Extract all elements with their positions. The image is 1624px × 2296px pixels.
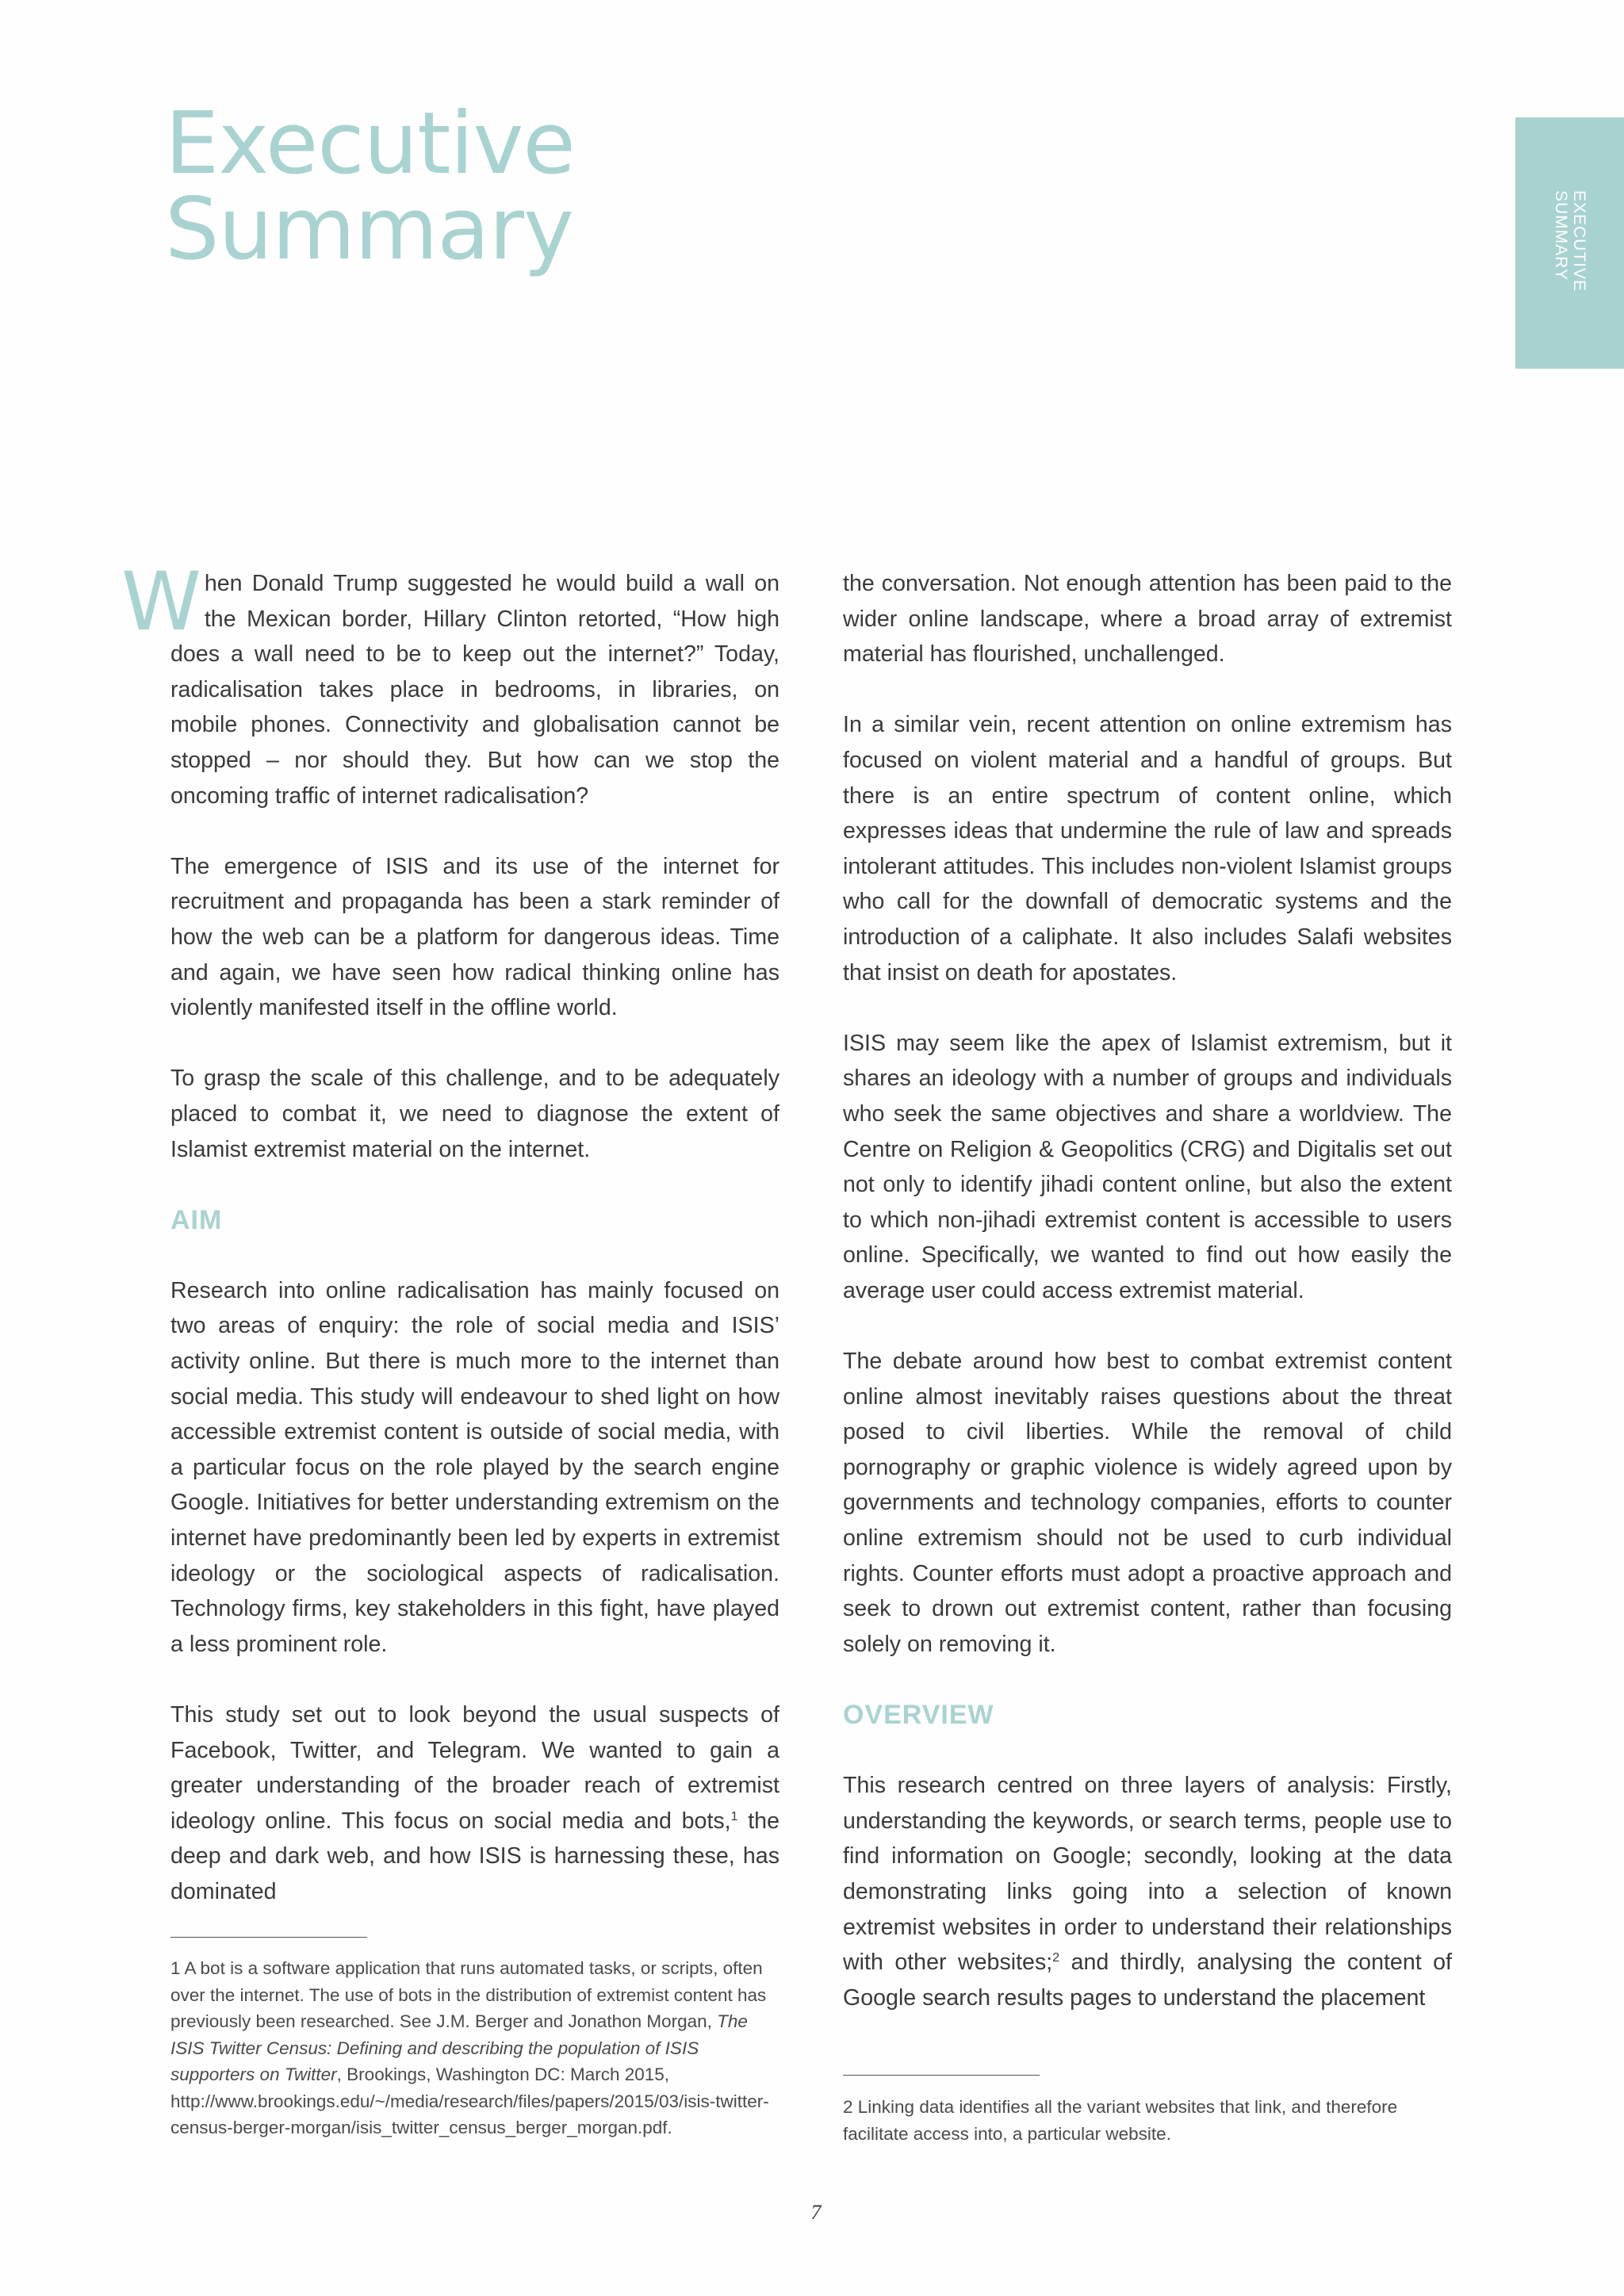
footnote-divider-right	[843, 2075, 1040, 2076]
page-title	[165, 94, 575, 279]
left-column	[121, 555, 779, 1945]
paragraph-intro-text: hen Donald Trump suggested he would build a wall on the Mexican border, Hillary Clinton retorted, “How high does a wall need to be to keep out the internet?” Today, radicalisation takes place in bedrooms, in libraries, on mobile phones. Connectivity and globalisation cannot be stopped – nor should they. But how can we stop the oncoming traffic of internet radicalisation?	[170, 571, 779, 809]
paragraph-study-text-b: the deep and dark web, and how ISIS is harnessing these, has dominated	[170, 1808, 779, 1904]
section-tab-label	[1552, 190, 1588, 292]
paragraph-research: Research into online radicalisation has mainly focused on two areas of enquiry: the role of social media and ISIS’ activity online. But there is much more to the internet than social media. This study will endeavour to shed light on how accessible extremist content is outside of social media, with a particular focus on the role played by the search engine Google. Initiatives for better understanding extremism on the internet have predominantly been led by experts in extremist ideology or the sociological aspects of radicalisation. Technology firms, key stakeholders in this fight, have played a less prominent role.	[170, 1277, 779, 1657]
paragraph-isis-apex: ISIS may seem like the apex of Islamist extremism, but it shares an ideology with a number of groups and individuals who seek the same objectives and share a worldview. The Centre on Religion & Geopolitics (CRG) and Digitalis set out not only to identify jihadi content online, but also the extent to which non-jihadi extremist content is accessible to users online. Specifically, we wanted to find out how easily the average user could access extremist material.	[843, 1030, 1452, 1303]
title-line-2: Summary	[165, 180, 573, 279]
drop-cap: W	[121, 555, 201, 649]
section-tab-line-2: SUMMARY	[1552, 190, 1570, 281]
footnote-ref-1[interactable]: 1	[730, 1809, 738, 1823]
footnote-ref-2[interactable]: 2	[1052, 1951, 1060, 1965]
paragraph-debate: The debate around how best to combat extremist content online almost inevitably raises questions about the threat posed to civil liberties. While the removal of child pornography or graphic violence is widely agreed upon by governments and technology companies, efforts to counter online extremism should not be used to curb individual rights. Counter efforts must adopt a proactive approach and seek to drown out extremist content, rather than focusing solely on removing it.	[843, 1349, 1452, 1657]
footnote-divider-left	[170, 1937, 367, 1938]
paragraph-study-text-a: This study set out to look beyond the usual suspects of Facebook, Twitter, and Telegram. We wanted to gain a greater understanding of the broader reach of extremist ideology online. This focus on social media and bots,	[170, 1702, 779, 1834]
right-column	[843, 566, 1452, 2051]
footnote-1-text-a: 1 A bot is a software application that runs automated tasks, or scripts, often over the internet. The use of bots in the distribution of extremist content has previously been researched. See J.M. Berger and Jonathon Morgan,	[170, 1958, 767, 2031]
heading-aim: AIM	[170, 1204, 223, 1235]
paragraph-isis-emergence: The emergence of ISIS and its use of the internet for recruitment and propaganda has been a stark reminder of how the web can be a platform for dangerous ideas. Time and again, we have seen how radical thinking online has violently manifested itself in the offline world.	[170, 853, 779, 1021]
paragraph-conversation: the conversation. Not enough attention has been paid to the wider online landscape, where a broad array of extremist material has flourished, unchallenged.	[843, 571, 1452, 668]
page-number: 7	[810, 2201, 822, 2224]
paragraph-research-layers-text-b: and thirdly, analysing the content of Google search results pages to understand the placement	[843, 1950, 1452, 2011]
paragraph-study	[170, 1697, 779, 1910]
section-tab	[1515, 117, 1624, 369]
footnote-1	[170, 1955, 781, 2141]
paragraph-intro	[121, 555, 779, 813]
paragraph-similar-vein: In a similar vein, recent attention on online extremism has focused on violent material and a handful of groups. But there is an entire spectrum of content online, which expresses ideas that undermine the rule of law and spreads intolerant attitudes. This includes non-violent Islamist groups who call for the downfall of democratic systems and the introduction of a caliphate. It also includes Salafi websites that insist on death for apostates.	[843, 712, 1452, 985]
heading-overview: OVERVIEW	[843, 1700, 994, 1730]
section-tab-line-1: EXECUTIVE	[1570, 190, 1588, 293]
footnote-1-title: The ISIS Twitter Census: Defining and describing the population of ISIS supporters on Twitter	[170, 2011, 748, 2084]
paragraph-scale: To grasp the scale of this challenge, and to be adequately placed to combat it, we need to diagnose the extent of Islamist extremist material on the internet.	[170, 1066, 779, 1162]
footnote-1-text-b: , Brookings, Washington DC: March 2015, http://www.brookings.edu/~/media/research/files/papers/2015/03/isis-twitter-census-berger-morgan/isis_twitter_census_berger_morgan.pdf.	[170, 2064, 769, 2137]
footnote-2: 2 Linking data identifies all the variant websites that link, and therefore facilitate access into, a particular website.	[843, 2097, 1398, 2144]
paragraph-research-layers-text-a: This research centred on three layers of analysis: Firstly, understanding the keywords, or search terms, people use to find information on Google; secondly, looking at the data demonstrating links going into a selection of known extremist websites in order to understand their relationships with other websites;	[843, 1773, 1452, 1976]
title-line-1: Executive	[165, 94, 575, 193]
paragraph-research-layers	[843, 1768, 1452, 2015]
